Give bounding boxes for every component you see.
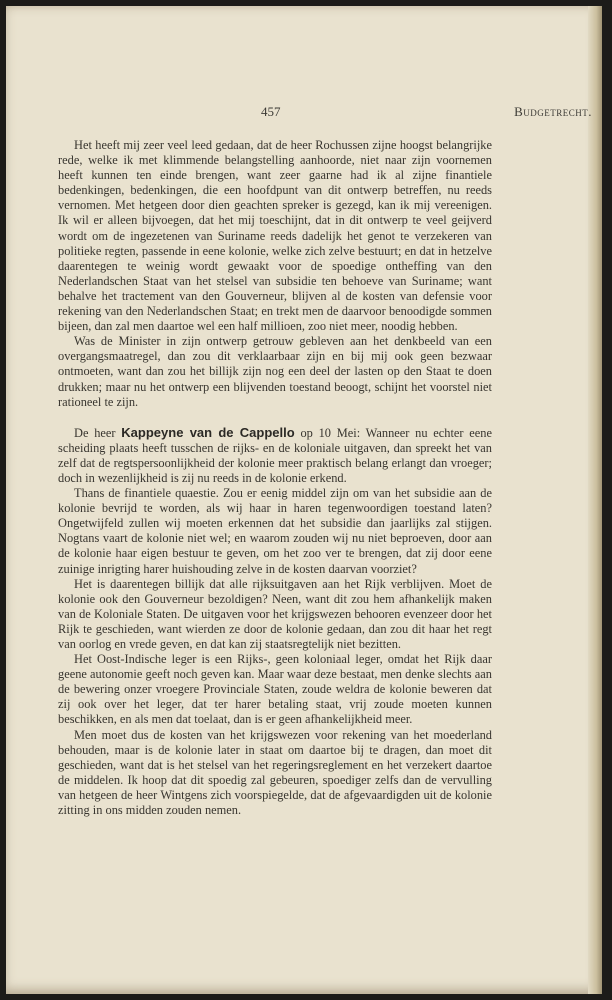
paragraph: Het is daarentegen billijk dat alle rijksuitgaven aan het Rijk verblijven. Moet de kolonie ook den Gouverneur bezoldigen? Neen, want dit zou hem afhankelijk maken van de Koloniale Staten. De uitgaven voor het krijgswezen behooren evenzeer door het Rijk te geschieden, want wierden ze door de kolonie gedaan, dan zou dit haar het regt van oorlog en vrede geven, en dat kan zij staatsregtelijk niet bezitten. — [58, 576, 492, 651]
speaker-name: Kappeyne van de Cappello — [121, 424, 295, 440]
body-text — [58, 138, 492, 818]
speech-intro: De heer — [74, 425, 116, 440]
paragraph: Het Oost-Indische leger is een Rijks-, geen koloniaal leger, omdat het Rijk daar geene autonomie geeft noch geven kan. Maar waar deze bestaat, men denke slechts aan de bewering onzer vroegere Provinciale Staten, zoude weldra de kolonie beweren dat zij ook over het leger, dat ter harer betaling staat, vrij zoude moeten kunnen beschikken, en als men dat toelaat, dan is er geen afhankelijkheid meer. — [58, 652, 492, 727]
paragraph: Was de Minister in zijn ontwerp getrouw gebleven aan het denkbeeld van een overgangsmaatregel, dan zou dit verklaarbaar zijn en bij mij ook geen bezwaar ontmoeten, want dan zou het billijk zijn nog een deel der lasten op den Staat te doen drukken; maar nu het ontwerp een blijvenden toestand beoogt, schijnt het voorstel niet rationeel te zijn. — [58, 334, 492, 409]
paragraph: Het heeft mij zeer veel leed gedaan, dat de heer Rochussen zijne hoogst belangrijke rede, welke ik met klimmende belangstelling aanhoorde, niet naar zijn voornemen heeft kunnen ten einde brengen, want zeer gaarne had ik al zijne finantiele bedenkingen, bedenkingen, die een hoofdpunt van dit ontwerp betreffen, nu reeds vernomen. Met hetgeen door dien geachten spreker is gezegd, kan ik mij vereenigen. Ik wil er alleen bijvoegen, dat het mij toeschijnt, dat in dit ontwerp te veel geijverd wordt om de ingezetenen van Suriname reeds dadelijk het genot te verzekeren van politieke regten, passende in eene kolonie, welke zich zelve bestuurt; en dat in hetzelve daarentegen te weinig wordt gewaakt voor de spoedige ontheffing van den Nederlandschen Staat van het stelsel van subsidie ten behoeve van Suriname; want behalve het tractement van den Gouverneur, blijven al de kosten van defensie voor rekening van den Nederlandschen Staat; en trekt men de daarvoor benoodigde sommen bijeen, dan zal men daartoe wel een half millioen, zoo niet meer, noodig hebben. — [58, 138, 492, 334]
running-head: Budgetrecht. — [514, 104, 592, 119]
paragraph-speech — [58, 425, 492, 486]
book-page — [6, 6, 602, 994]
paragraph: Men moet dus de kosten van het krijgswezen voor rekening van het moederland behouden, maar is de kolonie later in staat om daartoe bij te dragen, dan moet dit geschieden, want dat is het stelsel van het regeringsreglement en het verzekert daartoe de middelen. Ik hoop dat dit spoedig zal gebeuren, spoediger zelfs dan de vervulling van hetgeen de heer Wintgens zich voorspiegelde, dat de afgevaardigden uit de kolonie zitting in ons midden zouden nemen. — [58, 727, 492, 818]
page-number: 457 — [261, 104, 281, 119]
page-edge — [588, 6, 602, 994]
paragraph: Thans de finantiele quaestie. Zou er eenig middel zijn om van het subsidie aan de kolonie bevrijd te worden, als wij haar in haren tegenwoordigen toestand laten? Ongetwijfeld zullen wij moeten erkennen dat het subsidie dan jaarlijks zal stijgen. Nogtans vaart de kolonie niet wel; en waarom zouden wij nu niet beproeven, door aan de kolonie haar eigen bestuur te geven, om het zoo ver te brengen, dat zij door eene zuinige inrigting harer huishouding zelve in de kosten daarvan voorziet? — [58, 486, 492, 576]
speech-text: op 10 Mei: Wanneer nu echter eene scheiding plaats heeft tusschen de rijks- en de koloniale uitgaven, dan spreekt het van zelf dat de regtspersoonlijkheid der kolonie meer praktisch belang erlangt dan vroeger; doch in wezenlijkheid is zij nu reeds in de kolonie erkend. — [58, 425, 493, 485]
